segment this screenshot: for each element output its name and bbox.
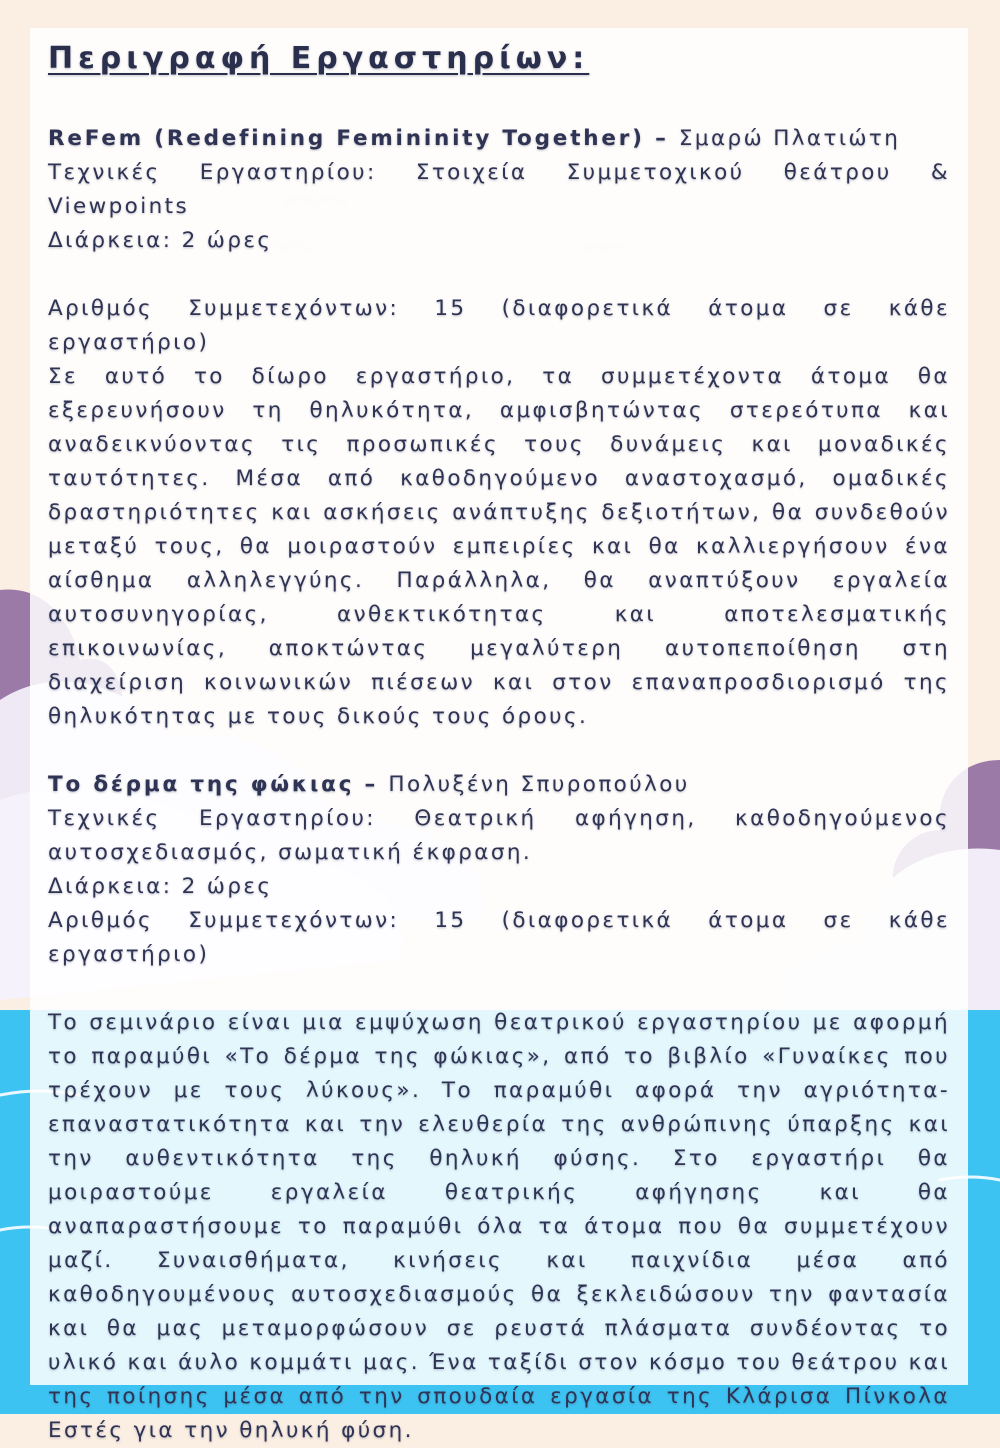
workshop-techniques: Τεχνικές Εργαστηρίου: Στοιχεία Συμμετοχικού θεάτρου & xyxy=(48,160,950,185)
workshop-description: Σε αυτό το δίωρο εργαστήριο, τα συμμετέχοντα άτομα θα εξερευνήσουν τη θηλυκότητα, αμφισβητώντας στερεότυπα και αναδεικνύοντας τις προσωπικές τους δυνάμεις και μοναδικές ταυτότητες. Μέσα από καθοδηγούμενο αναστοχασμό, ομαδικές δραστηριότητες και ασκήσεις ανάπτυξης δεξιοτήτων, θα συνδεθούν μεταξύ τους, θα μοιραστούν εμπειρίες και θα καλλιεργήσουν ένα αίσθημα αλληλεγγύης. Παράλληλα, θα αναπτύξουν εργαλεία αυτοσυνηγορίας, ανθεκτικότητας και αποτελεσματικής επικοινωνίας, αποκτώντας μεγαλύτερη αυτοπεποίθηση στη διαχείριση κοινωνικών πιέσεων και στον επαναπροσδιορισμό της θηλυκότητας με τους δικούς τους όρους. xyxy=(48,364,950,729)
workshop-techniques-cont: αυτοσχεδιασμός, σωματική έκφραση. xyxy=(48,840,533,865)
workshop-duration: Διάρκεια: 2 ώρες xyxy=(48,874,273,899)
workshop-title: ReFem (Redefining Femininity Together) xyxy=(48,126,645,151)
workshop-techniques-cont: Viewpoints xyxy=(48,194,190,219)
workshop-participants: Αριθμός Συμμετεχόντων: 15 (διαφορετικά άτομα σε κάθε εργαστήριο) xyxy=(48,296,950,355)
title-separator: – xyxy=(354,772,389,797)
content-sheet xyxy=(30,28,968,1443)
workshop-description: Το σεμινάριο είναι μια εμψύχωση θεατρικού εργαστηρίου με αφορμή το παραμύθι «Το δέρμα της φώκιας», από το βιβλίο «Γυναίκες που τρέχουν με τους λύκους». Το παραμύθι αφορά την αγριότητα-επαναστατικότητα και την ελευθερία της ανθρώπινης ύπαρξης και την αυθεντικότητα της θηλυκή φύσης. Στο εργαστήρι θα μοιραστούμε εργαλεία θεατρικής αφήγησης και θα αναπαραστήσουμε το παραμύθι όλα τα άτομα που θα συμμετέχουν μαζί. Συναισθήματα, κινήσεις και παιχνίδια μέσα από καθοδηγουμένους αυτοσχεδιασμούς θα ξεκλειδώσουν την φαντασία και θα μας μεταμορφώσουν σε ρευστά πλάσματα συνδέοντας το υλικό και άυλο κομμάτι μας. Ένα ταξίδι στον κόσμο του θεάτρου και της ποίησης μέσα από την σπουδαία εργασία της Κλάρισα Πίνκολα Εστές για την θηλυκή φύση. xyxy=(48,1010,950,1443)
title-separator: – xyxy=(644,126,679,151)
workshop-header xyxy=(48,122,950,156)
workshop-header xyxy=(48,768,950,802)
workshop-refem xyxy=(48,122,950,734)
workshop-title: Το δέρμα της φώκιας xyxy=(48,772,355,797)
workshop-facilitator: Πολυξένη Σπυροπούλου xyxy=(388,772,690,797)
workshop-duration: Διάρκεια: 2 ώρες xyxy=(48,228,273,253)
workshop-facilitator: Σμαρώ Πλατιώτη xyxy=(678,126,901,151)
page-title: Περιγραφή Εργαστηρίων: xyxy=(48,41,590,76)
workshop-seal-skin xyxy=(48,768,950,1448)
workshop-participants: Αριθμός Συμμετεχόντων: 15 (διαφορετικά άτομα σε κάθε εργαστήριο) xyxy=(48,908,950,967)
workshop-techniques: Τεχνικές Εργαστηρίου: Θεατρική αφήγηση, καθοδηγούμενος xyxy=(48,806,950,831)
